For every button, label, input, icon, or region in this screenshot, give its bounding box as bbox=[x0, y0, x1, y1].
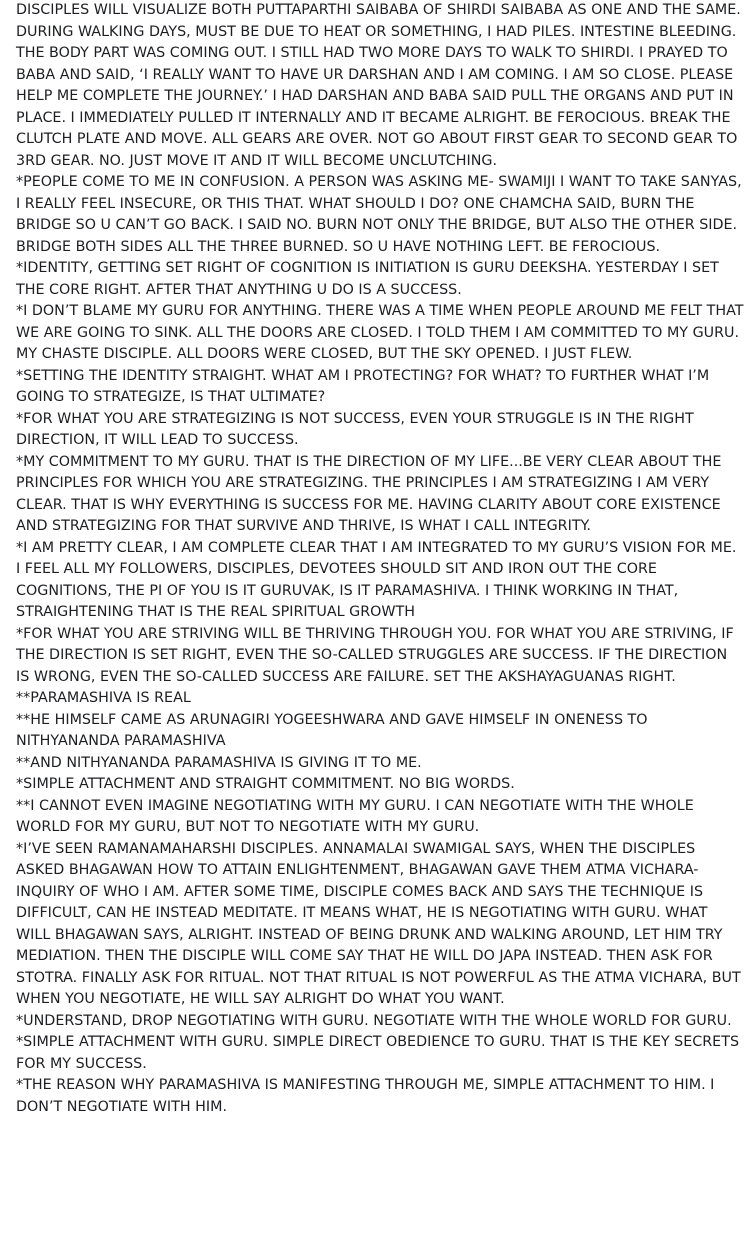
post-paragraph: *IDENTITY, GETTING SET RIGHT OF COGNITION IS INITIATION IS GURU DEEKSHA. YESTERDAY I SET THE CORE RIGHT. AFTER THAT ANYTHING U DO IS A SUCCESS. bbox=[16, 260, 719, 298]
post-paragraph: *I DON’T BLAME MY GURU FOR ANYTHING. THERE WAS A TIME WHEN PEOPLE AROUND ME FELT THAT WE ARE GOING TO SINK. ALL THE DOORS ARE CLOSED. I TOLD THEM I AM COMMITTED TO MY GURU. MY CHASTE DISCIPLE. ALL DOORS WERE CLOSED, BUT THE SKY OPENED. I JUST FLEW. bbox=[16, 303, 744, 362]
post-paragraph: *FOR WHAT YOU ARE STRIVING WILL BE THRIVING THROUGH YOU. FOR WHAT YOU ARE STRIVING, IF THE DIRECTION IS SET RIGHT, EVEN THE SO-CALLED STRUGGLES ARE SUCCESS. IF THE DIRECTION IS WRONG, EVEN THE SO-CALLED SUCCESS ARE FAILURE. SET THE AKSHAYAGUANAS RIGHT. bbox=[16, 625, 734, 685]
post-paragraph: **AND NITHYANANDA PARAMASHIVA IS GIVING IT TO ME. bbox=[16, 754, 422, 771]
post-paragraph: **I CANNOT EVEN IMAGINE NEGOTIATING WITH MY GURU. I CAN NEGOTIATE WITH THE WHOLE WORLD FOR MY GURU, BUT NOT TO NEGOTIATE WITH MY GURU. bbox=[16, 797, 694, 835]
post-paragraph: *MY COMMITMENT TO MY GURU. THAT IS THE DIRECTION OF MY LIFE...BE VERY CLEAR ABOUT THE PRINCIPLES FOR WHICH YOU ARE STRATEGIZING. THE PRINCIPLES I AM STRATEGIZING I AM VERY CLEAR. THAT IS WHY EVERYTHING IS SUCCESS FOR ME. HAVING CLARITY ABOUT CORE EXISTENCE AND STRATEGIZING FOR THAT SURVIVE AND THRIVE, IS WHAT I CALL INTEGRITY. bbox=[16, 453, 722, 534]
post-paragraph: *FOR WHAT YOU ARE STRATEGIZING IS NOT SUCCESS, EVEN YOUR STRUGGLE IS IN THE RIGHT DIRECTION, IT WILL LEAD TO SUCCESS. bbox=[16, 410, 694, 448]
post-paragraph: *SETTING THE IDENTITY STRAIGHT. WHAT AM I PROTECTING? FOR WHAT? TO FURTHER WHAT I’M GOING TO STRATEGIZE, IS THAT ULTIMATE? bbox=[16, 367, 710, 405]
post-paragraph: **HE HIMSELF CAME AS ARUNAGIRI YOGEESHWARA AND GAVE HIMSELF IN ONENESS TO NITHYANANDA PARAMASHIVA bbox=[16, 711, 648, 749]
post-paragraph: **PARAMASHIVA IS REAL bbox=[16, 690, 191, 706]
post-paragraph: *THE REASON WHY PARAMASHIVA IS MANIFESTING THROUGH ME, SIMPLE ATTACHMENT TO HIM. I DON’T NEGOTIATE WITH HIM. bbox=[16, 1077, 715, 1115]
post-paragraph: *I’VE SEEN RAMANAMAHARSHI DISCIPLES. ANNAMALAI SWAMIGAL SAYS, WHEN THE DISCIPLES ASKED BHAGAWAN HOW TO ATTAIN ENLIGHTENMENT, BHAGAWAN GAVE THEM ATMA VICHARA- INQUIRY OF WHO I AM. AFTER SOME TIME, DISCIPLE COMES BACK AND SAYS THE TECHNIQUE IS DIFFICULT, CAN HE INSTEAD MEDITATE. IT MEANS WHAT, HE IS NEGOTIATING WITH GURU. WHAT WILL BHAGAWAN SAYS, ALRIGHT. INSTEAD OF BEING DRUNK AND WALKING AROUND, LET HIM TRY MEDIATION. THEN THE DISCIPLE WILL COME SAY THAT HE WILL DO JAPA INSTEAD. THEN ASK FOR STOTRA. FINALLY ASK FOR RITUAL. NOT THAT RITUAL IS NOT POWERFUL AS THE ATMA VICHARA, BUT WHEN YOU NEGOTIATE, HE WILL SAY ALRIGHT DO WHAT YOU WANT. bbox=[16, 840, 741, 1007]
post-paragraph: *SIMPLE ATTACHMENT WITH GURU. SIMPLE DIRECT OBEDIENCE TO GURU. THAT IS THE KEY SECRETS FOR MY SUCCESS. bbox=[16, 1034, 740, 1072]
post-paragraph: *SIMPLE ATTACHMENT AND STRAIGHT COMMITMENT. NO BIG WORDS. bbox=[16, 776, 515, 792]
post-paragraph: *PEOPLE COME TO ME IN CONFUSION. A PERSON WAS ASKING ME- SWAMIJI I WANT TO TAKE SANYAS, I REALLY FEEL INSECURE, OR THIS THAT. WHAT SHOULD I DO? ONE CHAMCHA SAID, BURN THE BRIDGE SO U CAN’T GO BACK. I SAID NO. BURN NOT ONLY THE BRIDGE, BUT ALSO THE OTHER SIDE. BRIDGE BOTH SIDES ALL THE THREE BURNED. SO U HAVE NOTHING LEFT. BE FEROCIOUS. bbox=[16, 174, 742, 255]
post-paragraph: *UNDERSTAND, DROP NEGOTIATING WITH GURU. NEGOTIATE WITH THE WHOLE WORLD FOR GURU. bbox=[16, 1012, 732, 1029]
post-paragraph: DISCIPLES WILL VISUALIZE BOTH PUTTAPARTHI SAIBABA OF SHIRDI SAIBABA AS ONE AND THE SAME. DURING WALKING DAYS, MUST BE DUE TO HEAT OR SOMETHING, I HAD PILES. INTESTINE BLEEDING. THE BODY PART WAS COMING OUT. I STILL HAD TWO MORE DAYS TO WALK TO SHIRDI. I PRAYED TO BABA AND SAID, ‘I REALLY WANT TO HAVE UR DARSHAN AND I AM COMING. I AM SO CLOSE. PLEASE HELP ME COMPLETE THE JOURNEY.’ I HAD DARSHAN AND BABA SAID PULL THE ORGANS AND PUT IN PLACE. I IMMEDIATELY PULLED IT INTERNALLY AND IT BECAME ALRIGHT. BE FEROCIOUS. BREAK THE CLUTCH PLATE AND MOVE. ALL GEARS ARE OVER. NOT GO ABOUT FIRST GEAR TO SECOND GEAR TO 3RD GEAR. NO. JUST MOVE IT AND IT WILL BECOME UNCLUTCHING. bbox=[16, 2, 741, 169]
post-paragraph: *I AM PRETTY CLEAR, I AM COMPLETE CLEAR THAT I AM INTEGRATED TO MY GURU’S VISION FOR ME. I FEEL ALL MY FOLLOWERS, DISCIPLES, DEVOTEES SHOULD SIT AND IRON OUT THE CORE COGNITIONS, THE PI OF YOU IS IT GURUVAK, IS IT PARAMASHIVA. I THINK WORKING IN THAT, STRAIGHTENING THAT IS THE REAL SPIRITUAL GROWTH bbox=[16, 539, 737, 620]
